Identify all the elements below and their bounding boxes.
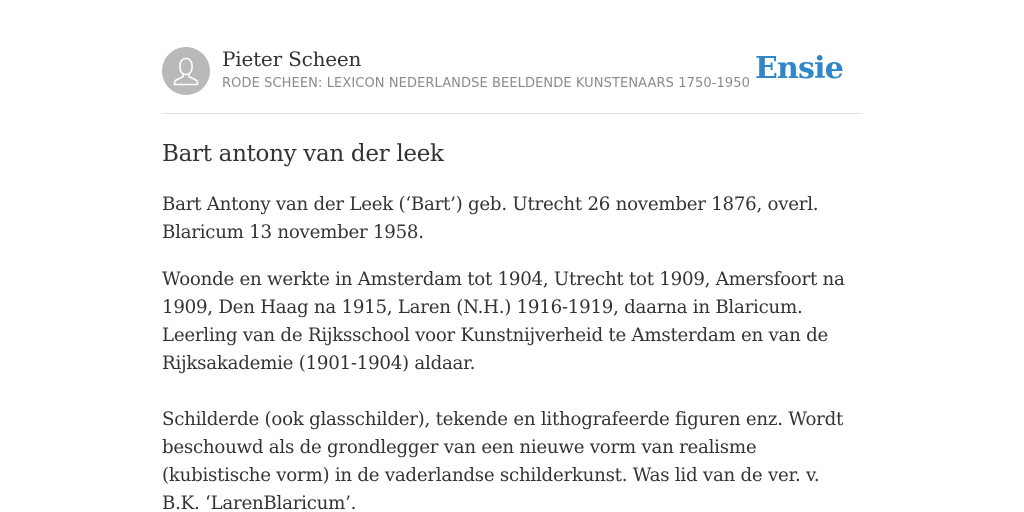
author-name[interactable]: Pieter Scheen [222, 47, 362, 71]
article-title: Bart antony van der leek [162, 141, 444, 167]
author-avatar[interactable] [162, 47, 210, 95]
article-paragraph: Woonde en werkte in Amsterdam tot 1904, Utrecht tot 1909, Amersfoort na 1909, Den Haag na 1915, Laren (N.H.) 1916-1919, daarna in Blaricum. Leerling van de Rijksschool voor Kunstnijverheid te Amsterdam en van de Rijksakademie (1901-1904) aldaar. [162, 269, 845, 374]
article-paragraph: Schilderde (ook glasschilder), tekende en lithografeerde figuren enz. Wordt beschouwd als de grondlegger van een nieuwe vorm van realisme (kubistische vorm) in de vaderlandse schilderkunst. Was lid van de ver. v. B.K. ‘LarenBlaricum’. [162, 409, 844, 512]
author-block [222, 45, 750, 93]
user-icon [162, 47, 210, 95]
source-label[interactable]: RODE SCHEEN: LEXICON NEDERLANDSE BEELDENDE KUNSTENAARS 1750-1950 [222, 76, 750, 91]
brand-logo[interactable]: Ensie [754, 51, 843, 86]
article-header [162, 45, 862, 114]
article-container [162, 45, 862, 512]
article-paragraph: Bart Antony van der Leek (‘Bart’) geb. Utrecht 26 november 1876, overl. Blaricum 13 november 1958. [162, 194, 819, 243]
